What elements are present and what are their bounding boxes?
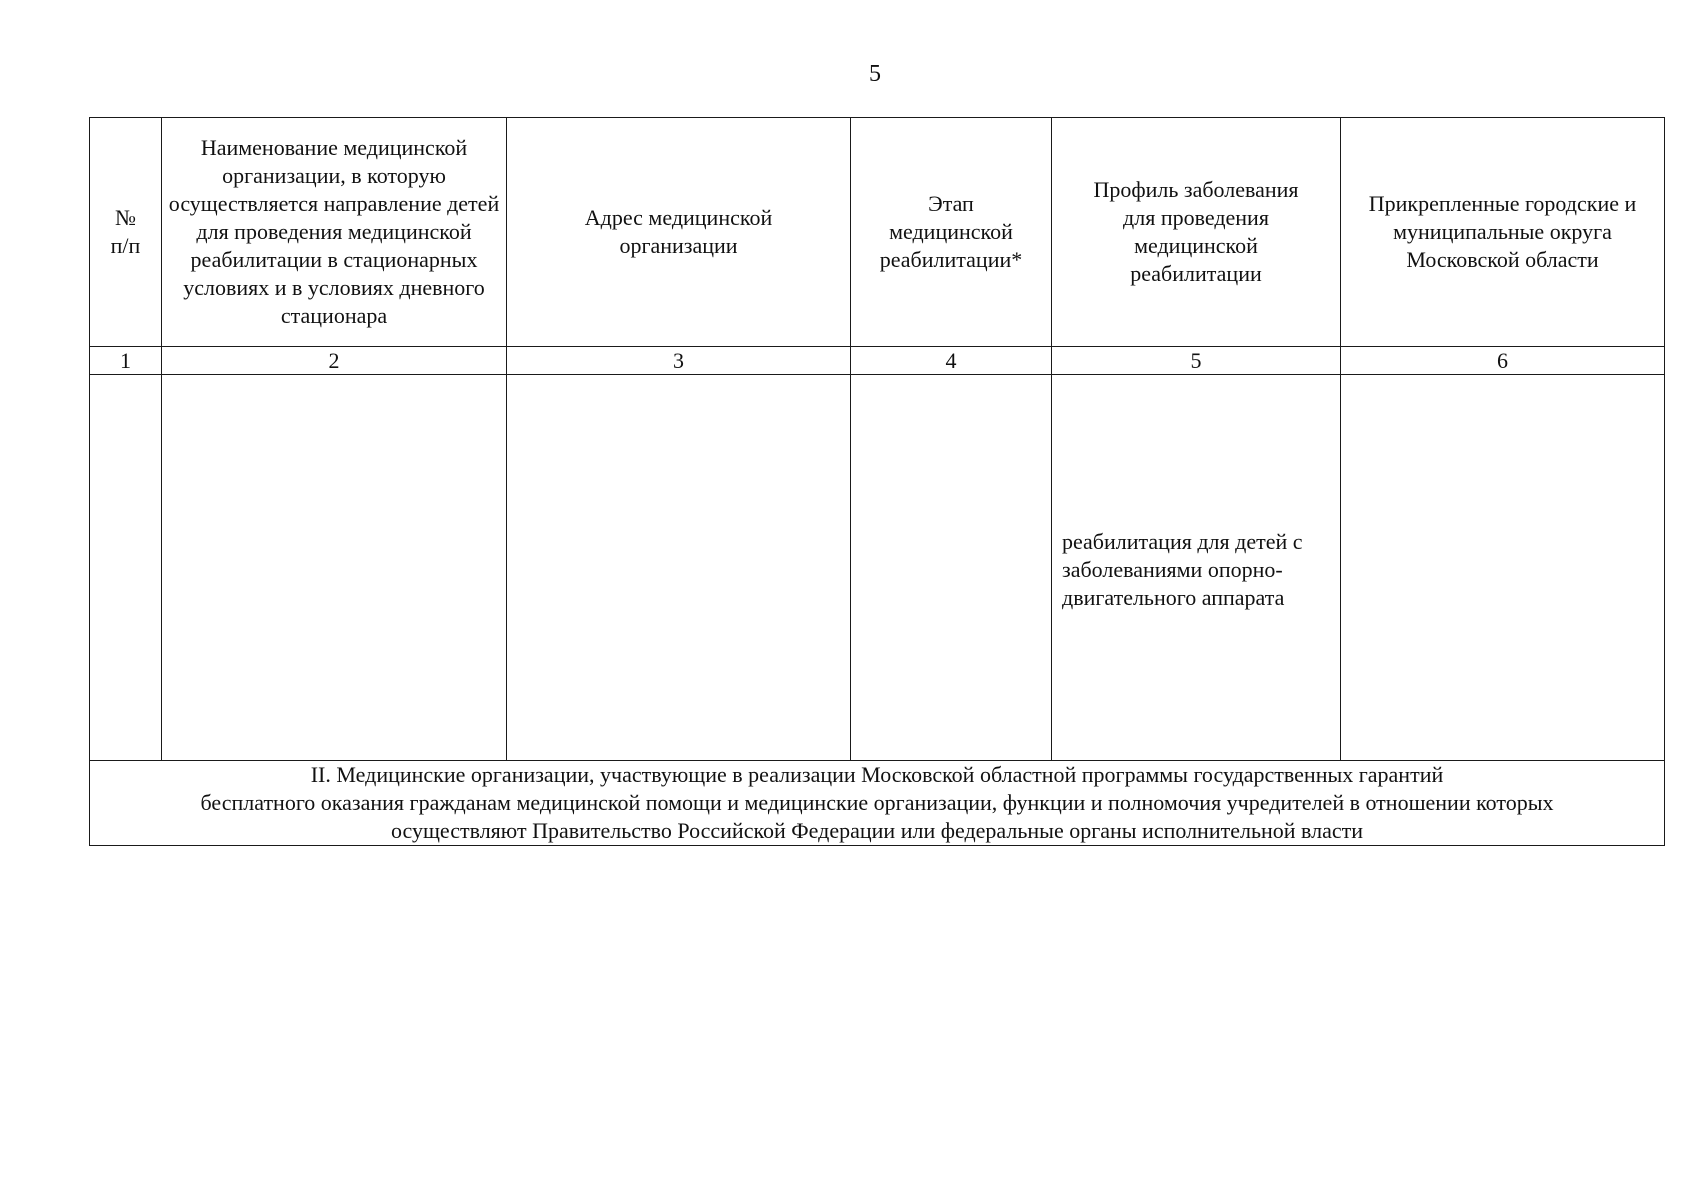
column-number-row [90,347,1665,375]
cell-organization [162,375,507,761]
header-cell-organization [162,118,507,347]
cell-profile [1052,375,1341,761]
cell-districts [1341,375,1665,761]
section-heading-line-2: бесплатного оказания гражданам медицинской помощи и медицинские организации, функции и полномочия учредителей в отношении которых [200,790,1554,815]
cell-stage [851,375,1052,761]
header-cell-address [507,118,851,347]
header-number-label: № п/п [110,205,141,258]
column-number-2: 2 [162,347,507,375]
header-stage-label: Этап медицинской реабилитации* [879,191,1023,272]
cell-number [90,375,162,761]
header-profile-label: Профиль заболевания для проведения медицинской реабилитации [1093,177,1299,286]
header-districts-label: Прикрепленные городские и муниципальные округа Московской области [1368,191,1637,272]
header-row [90,118,1665,347]
header-cell-profile [1052,118,1341,347]
table-row [90,375,1665,761]
section-heading-line-1: II. Медицинские организации, участвующие в реализации Московской областной программы государственных гарантий [310,762,1444,787]
header-cell-stage [851,118,1052,347]
column-number-4: 4 [851,347,1052,375]
section-heading-cell [90,761,1665,846]
header-organization-label: Наименование медицинской организации, в которую осуществляется направление детей для проведения медицинской реабилитации в стационарных условиях и в условиях дневного стационара [168,135,500,328]
profile-text: реабилитация для детей с заболеваниями опорно-двигательного аппарата [1062,528,1303,610]
cell-address [507,375,851,761]
header-cell-districts [1341,118,1665,347]
section-heading-line-3: осуществляют Правительство Российской Федерации или федеральные органы исполнительной власти [390,818,1364,843]
column-number-3: 3 [507,347,851,375]
header-cell-number [90,118,162,347]
column-number-1: 1 [90,347,162,375]
section-heading-row [90,761,1665,846]
column-number-6: 6 [1341,347,1665,375]
rehabilitation-table [89,117,1665,846]
page-number: 5 [869,61,881,87]
header-address-label: Адрес медицинской организации [584,205,773,258]
column-number-5: 5 [1052,347,1341,375]
